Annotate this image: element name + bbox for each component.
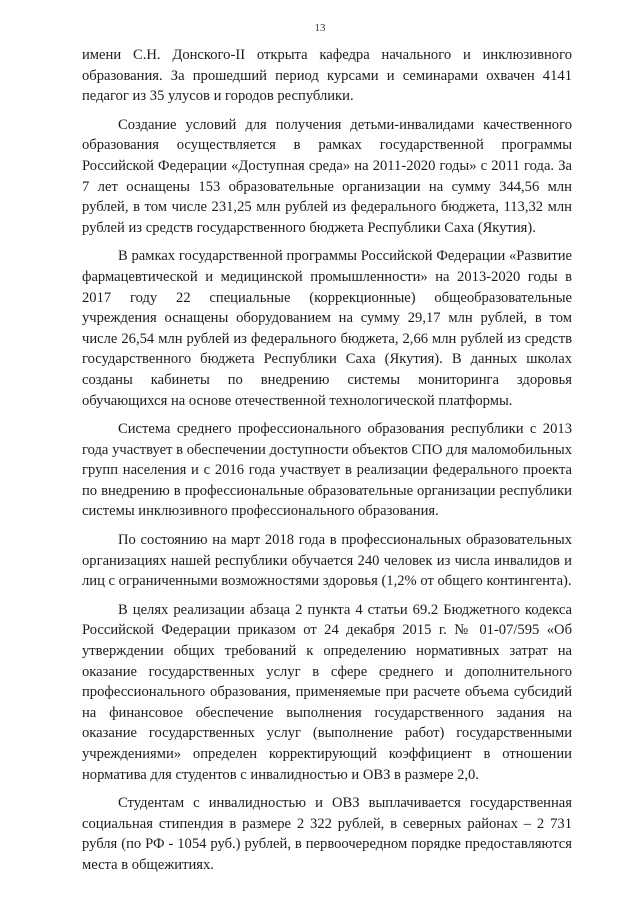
- document-body: [82, 45, 572, 884]
- page-number: 13: [314, 22, 326, 34]
- paragraph-1: имени С.Н. Донского-II открыта кафедра начального и инклюзивного образования. За прошедший период курсами и семинарами охвачен 4141 педагог из 35 улусов и городов республики.: [82, 47, 572, 105]
- paragraph-6: В целях реализации абзаца 2 пункта 4 статьи 69.2 Бюджетного кодекса Российской Федерации приказом от 24 декабря 2015 г. № 01-07/595 «Об утверждении общих требований к определению нормативных затрат на оказание государственных услуг в сфере среднего и дополнительного профессионального образования, применяемые при расчете объема субсидий на финансовое обеспечение выполнения государственного задания на оказание государственных услуг (выполнение работ) государственными учреждениями» определен корректирующий коэффициент в отношении норматива для студентов с инвалидностью и ОВЗ в размере 2,0.: [82, 601, 572, 783]
- paragraph-3: В рамках государственной программы Российской Федерации «Развитие фармацевтической и медицинской промышленности» на 2013-2020 годы в 2017 году 22 специальные (коррекционные) общеобразовательные учреждения оснащены оборудованием на сумму 29,17 млн рублей, в том числе 26,54 млн рублей из федерального бюджета, 2,66 млн рублей из средств государственного бюджета Республики Саха (Якутия). В данных школах созданы кабинеты по внедрению системы мониторинга здоровья обучающихся на основе отечественной технологической платформы.: [82, 248, 572, 409]
- paragraph-2: Создание условий для получения детьми-инвалидами качественного образования осуществляется в рамках государственной программы Российской Федерации «Доступная среда» на 2011-2020 годы» с 2011 года. За 7 лет оснащены 153 образовательные организации на сумму 344,56 млн рублей, в том числе 231,25 млн рублей из федерального бюджета, 113,32 млн рублей из средств государственного бюджета Республики Саха (Якутия).: [82, 116, 572, 236]
- paragraph-7: Студентам с инвалидностью и ОВЗ выплачивается государственная социальная стипендия в размере 2 322 рублей, в северных районах – 2 731 рубля (по РФ - 1054 руб.) рублей, в первоочередном порядке предоставляются места в общежитиях.: [82, 795, 572, 873]
- paragraph-5: По состоянию на март 2018 года в профессиональных образовательных организациях нашей республики обучается 240 человек из числа инвалидов и лиц с ограниченными возможностями здоровья (1,2% от общего контингента).: [82, 532, 572, 590]
- paragraph-4: Система среднего профессионального образования республики с 2013 года участвует в обеспечении доступности объектов СПО для маломобильных групп населения и с 2016 года участвует в реализации федерального проекта по внедрению в профессиональные образовательные организации республики системы инклюзивного профессионального образования.: [82, 421, 572, 520]
